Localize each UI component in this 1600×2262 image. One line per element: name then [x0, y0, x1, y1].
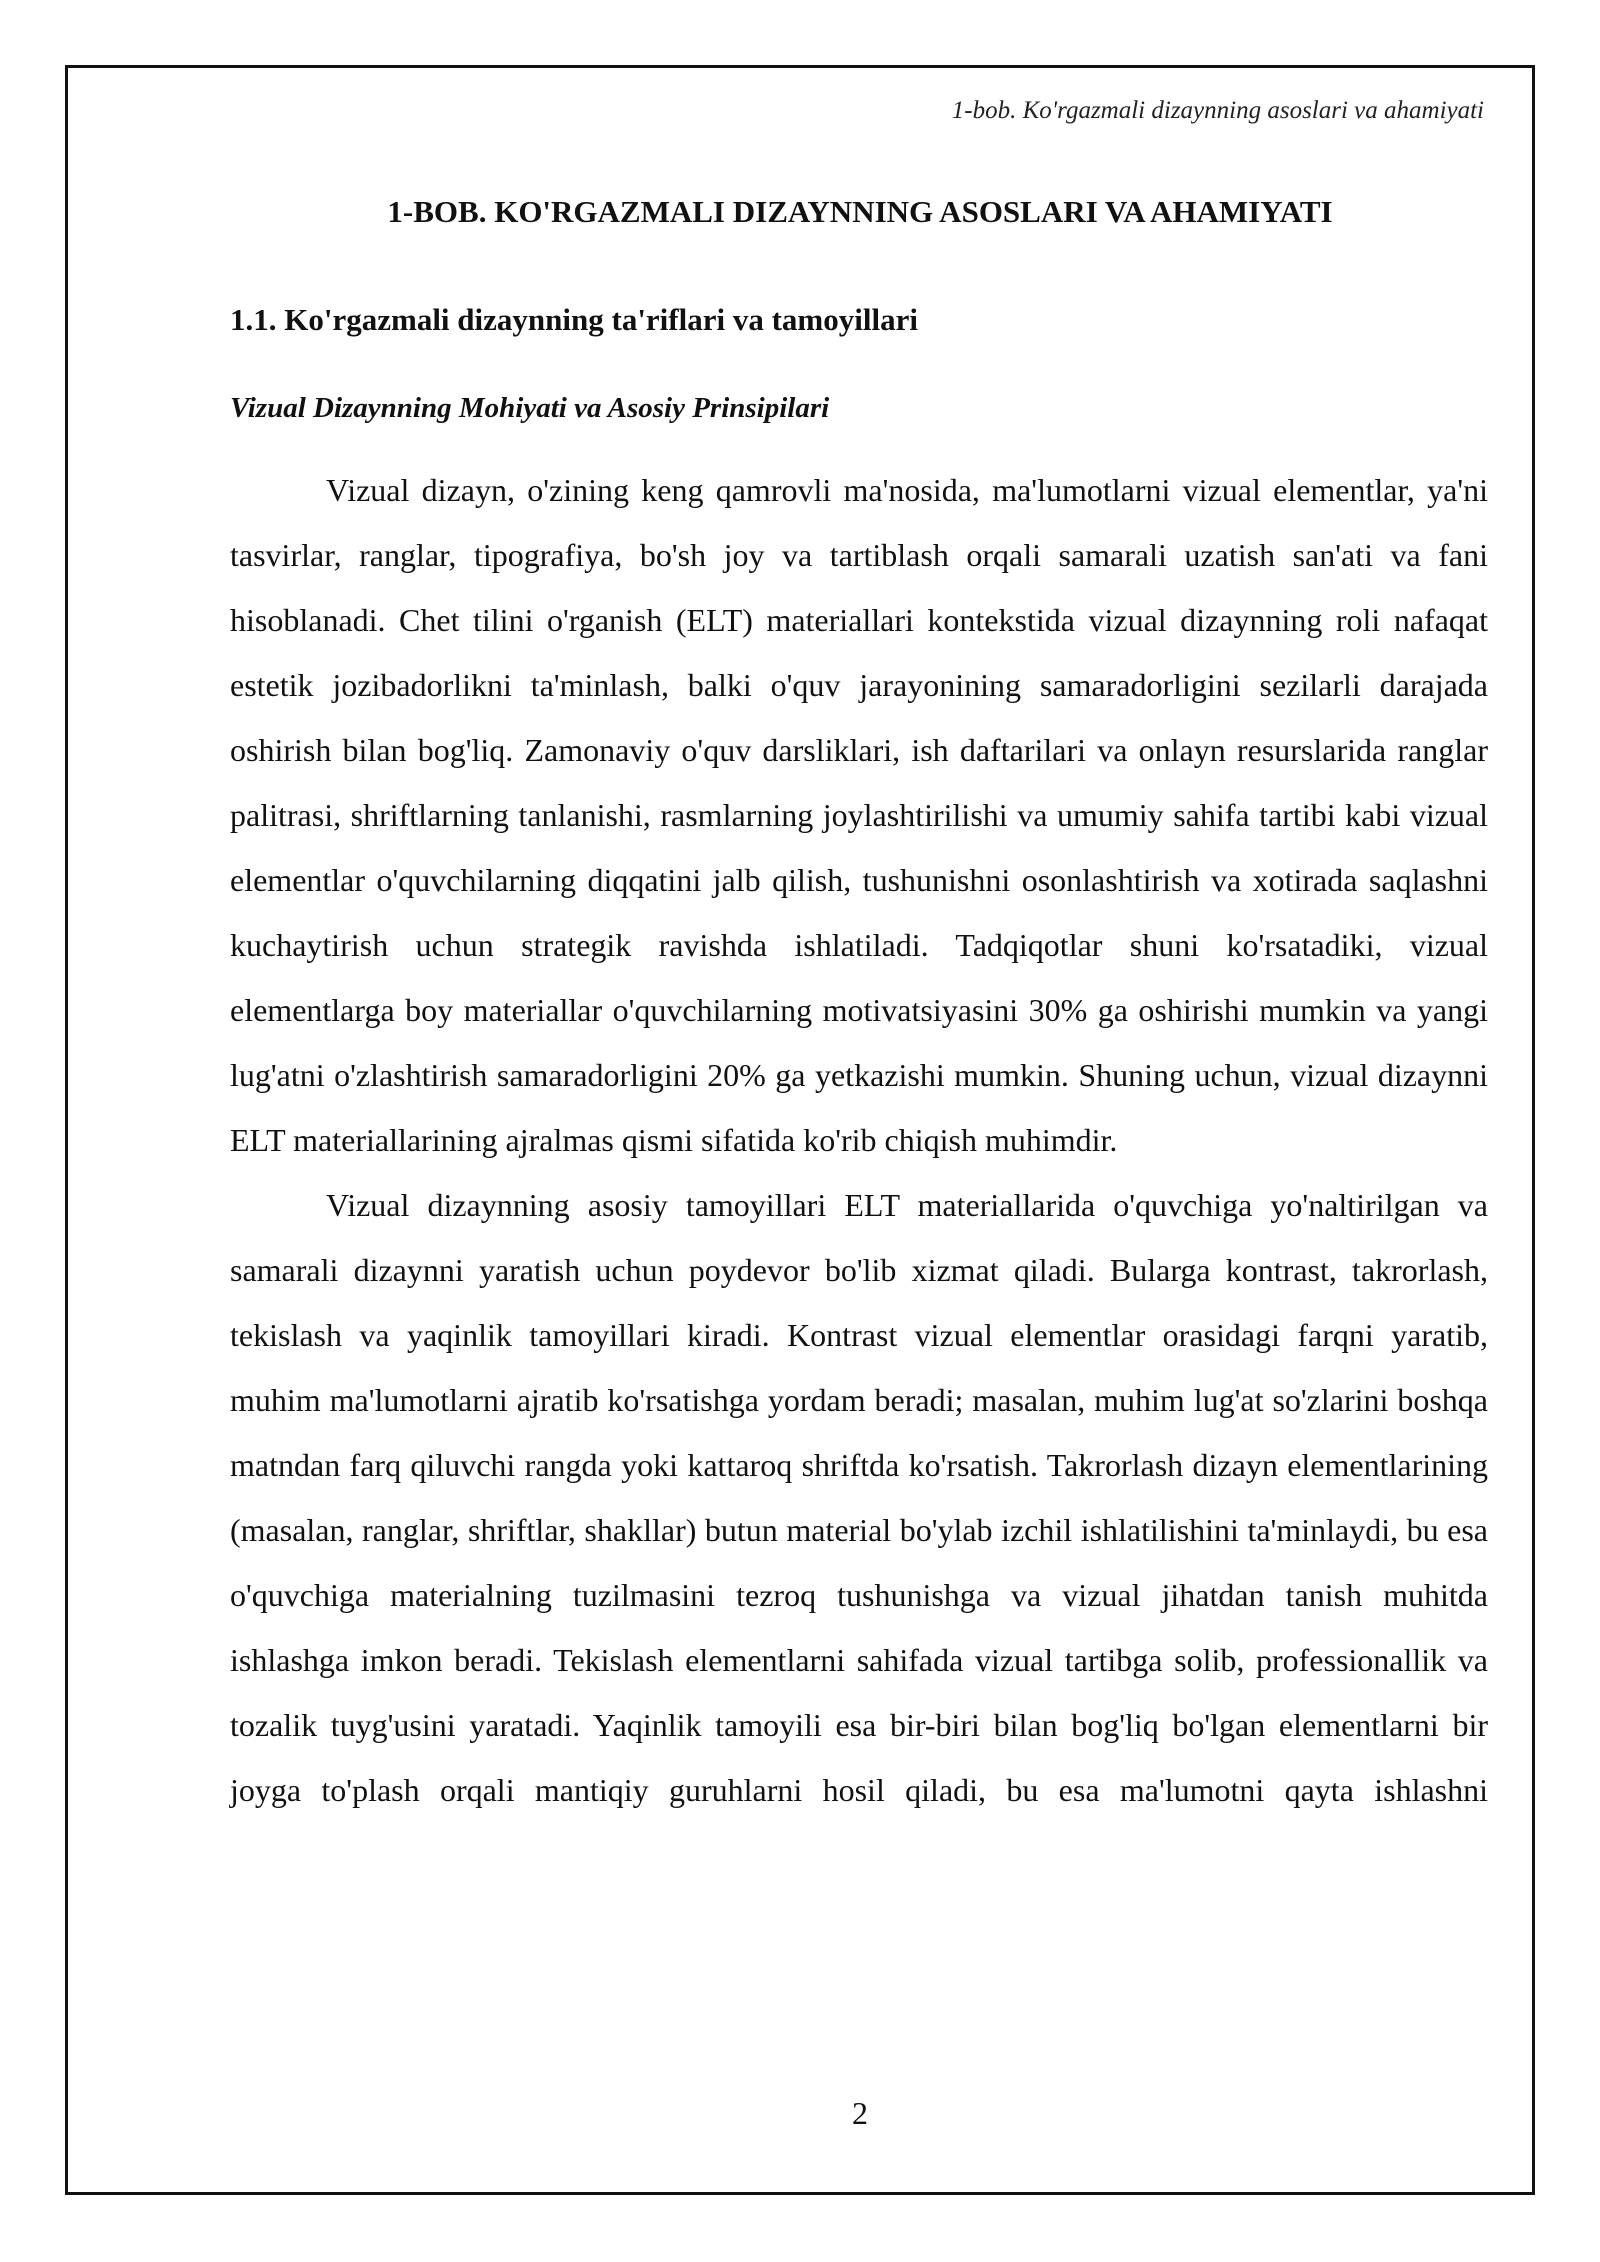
subsection-title: Vizual Dizaynning Mohiyati va Asosiy Prinsipilari	[230, 392, 830, 424]
body-text	[230, 458, 1488, 1823]
chapter-title: 1-BOB. KO'RGAZMALI DIZAYNNING ASOSLARI VA AHAMIYATI	[387, 194, 1333, 229]
page-number: 2	[852, 2095, 868, 2131]
paragraph-2: Vizual dizaynning asosiy tamoyillari ELT materiallarida o'quvchiga yo'naltirilgan va samarali dizaynni yaratish uchun poydevor bo'lib xizmat qiladi. Bularga kontrast, takrorlash, tekislash va yaqinlik tamoyillari kiradi. Kontrast vizual elementlar orasidagi farqni yaratib, muhim ma'lumotlarni ajratib ko'rsatishga yordam beradi; masalan, muhim lug'at so'zlarini boshqa matndan farq qiluvchi rangda yoki kattaroq shriftda ko'rsatish. Takrorlash dizayn elementlarining (masalan, ranglar, shriftlar, shakllar) butun material bo'ylab izchil ishlatilishini ta'minlaydi, bu esa o'quvchiga materialning tuzilmasini tezroq tushunishga va vizual jihatdan tanish muhitda ishlashga imkon beradi. Tekislash elementlarni sahifada vizual tartibga solib, professionallik va tozalik tuyg'usini yaratadi. Yaqinlik tamoyili esa bir-biri bilan bog'liq bo'lgan elementlarni bir joyga to'plash orqali mantiqiy guruhlarni hosil qiladi, bu esa ma'lumotni qayta ishlashni	[230, 1187, 1488, 1808]
section-title: 1.1. Ko'rgazmali dizaynning ta'riflari va tamoyillari	[230, 302, 918, 337]
paragraph-1: Vizual dizayn, o'zining keng qamrovli ma'nosida, ma'lumotlarni vizual elementlar, ya'ni tasvirlar, ranglar, tipografiya, bo'sh joy va tartiblash orqali samarali uzatish san'ati va fani hisoblanadi. Chet tilini o'rganish (ELT) materiallari kontekstida vizual dizaynning roli nafaqat estetik jozibadorlikni ta'minlash, balki o'quv jarayonining samaradorligini sezilarli darajada oshirish bilan bog'liq. Zamonaviy o'quv darsliklari, ish daftarilari va onlayn resurslarida ranglar palitrasi, shriftlarning tanlanishi, rasmlarning joylashtirilishi va umumiy sahifa tartibi kabi vizual elementlar o'quvchilarning diqqatini jalb qilish, tushunishni osonlashtirish va xotirada saqlashni kuchaytirish uchun strategik ravishda ishlatiladi. Tadqiqotlar shuni ko'rsatadiki, vizual elementlarga boy materiallar o'quvchilarning motivatsiyasini 30% ga oshirishi mumkin va yangi lug'atni o'zlashtirish samaradorligini 20% ga yetkazishi mumkin. Shuning uchun, vizual dizaynni ELT materiallarining ajralmas qismi sifatida ko'rib chiqish muhimdir.	[230, 472, 1488, 1158]
running-header: 1-bob. Ko'rgazmali dizaynning asoslari va ahamiyati	[951, 97, 1484, 124]
